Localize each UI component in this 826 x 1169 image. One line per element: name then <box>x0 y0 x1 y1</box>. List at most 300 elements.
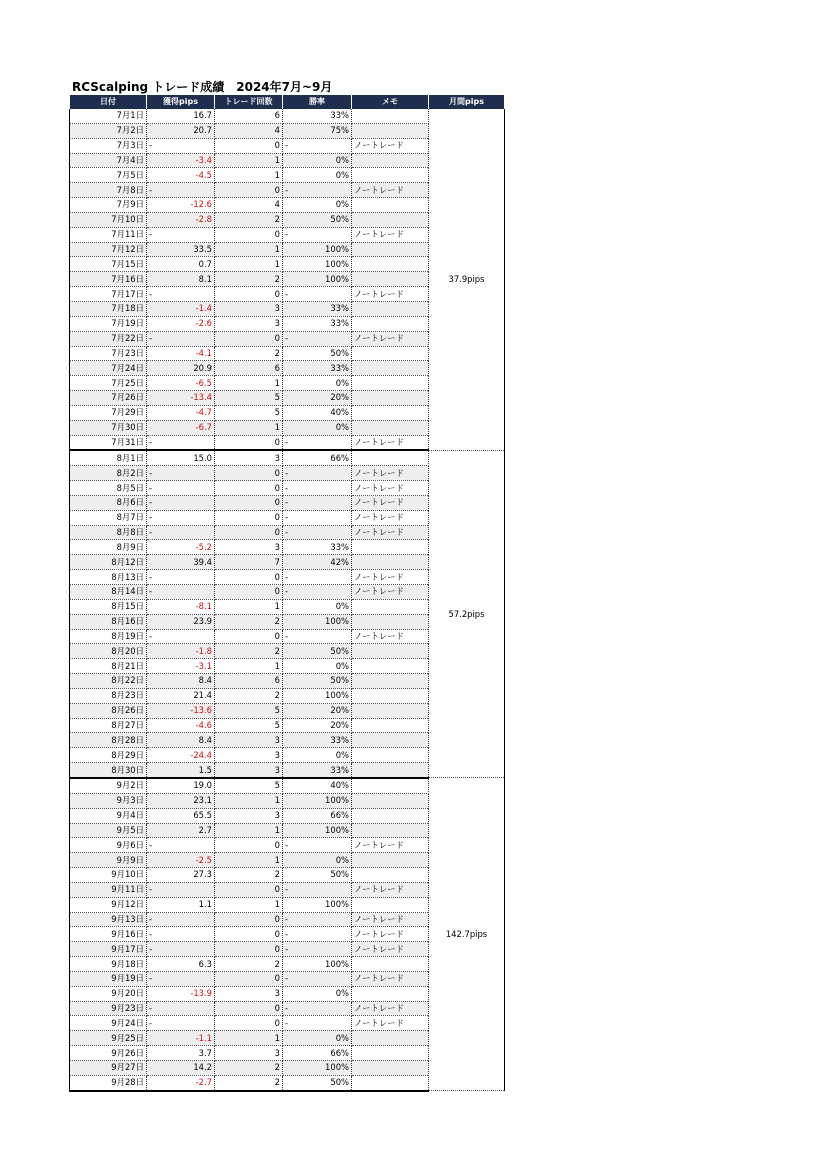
trade-count-cell: 2 <box>215 644 283 659</box>
memo-cell: ノートレード <box>352 942 429 957</box>
win-rate-cell: 66% <box>283 1046 352 1061</box>
trade-count-cell: 2 <box>215 614 283 629</box>
date-cell: 9月26日 <box>70 1046 147 1061</box>
date-cell: 7月8日 <box>70 183 147 198</box>
win-rate-cell: 100% <box>283 272 352 287</box>
pips-cell: - <box>147 570 215 585</box>
win-rate-cell: 50% <box>283 1075 352 1090</box>
win-rate-cell: 100% <box>283 793 352 808</box>
win-rate-cell: 33% <box>283 540 352 555</box>
trade-count-cell: 0 <box>215 927 283 942</box>
win-rate-cell: 100% <box>283 957 352 972</box>
win-rate-cell: - <box>283 466 352 481</box>
pips-cell: 16.7 <box>147 109 215 123</box>
win-rate-cell: 100% <box>283 614 352 629</box>
header-row <box>70 95 505 109</box>
trade-count-cell: 1 <box>215 257 283 272</box>
header-monthly-pips: 月間pips <box>429 95 505 109</box>
win-rate-cell: 0% <box>283 986 352 1001</box>
win-rate-cell: 100% <box>283 257 352 272</box>
win-rate-cell: 50% <box>283 868 352 883</box>
win-rate-cell: 20% <box>283 391 352 406</box>
table-row <box>70 109 505 123</box>
pips-cell: -13.6 <box>147 703 215 718</box>
date-cell: 7月12日 <box>70 242 147 257</box>
win-rate-cell: 0% <box>283 420 352 435</box>
memo-cell <box>352 823 429 838</box>
win-rate-cell: - <box>283 1016 352 1031</box>
page-title: RCScalping トレード成績 2024年7月~9月 <box>72 80 333 94</box>
win-rate-cell: - <box>283 912 352 927</box>
date-cell: 7月17日 <box>70 287 147 302</box>
date-cell: 8月12日 <box>70 555 147 570</box>
date-cell: 7月30日 <box>70 420 147 435</box>
date-cell: 8月22日 <box>70 674 147 689</box>
date-cell: 7月10日 <box>70 212 147 227</box>
win-rate-cell: - <box>283 927 352 942</box>
trade-count-cell: 0 <box>215 912 283 927</box>
date-cell: 9月13日 <box>70 912 147 927</box>
date-cell: 9月5日 <box>70 823 147 838</box>
win-rate-cell: 33% <box>283 316 352 331</box>
pips-cell: 33.5 <box>147 242 215 257</box>
win-rate-cell: - <box>283 495 352 510</box>
memo-cell <box>352 212 429 227</box>
pips-cell: 1.5 <box>147 763 215 778</box>
date-cell: 9月25日 <box>70 1031 147 1046</box>
trade-count-cell: 4 <box>215 123 283 138</box>
pips-cell: - <box>147 138 215 153</box>
date-cell: 8月30日 <box>70 763 147 778</box>
memo-cell <box>352 420 429 435</box>
win-rate-cell: 20% <box>283 718 352 733</box>
memo-cell <box>352 301 429 316</box>
memo-cell <box>352 109 429 123</box>
win-rate-cell: 0% <box>283 168 352 183</box>
win-rate-cell: - <box>283 183 352 198</box>
pips-cell: -3.1 <box>147 659 215 674</box>
pips-cell: 8.1 <box>147 272 215 287</box>
memo-cell <box>352 376 429 391</box>
trade-count-cell: 0 <box>215 585 283 600</box>
date-cell: 9月28日 <box>70 1075 147 1090</box>
pips-cell: 21.4 <box>147 688 215 703</box>
header-memo: メモ <box>352 95 429 109</box>
trade-count-cell: 0 <box>215 942 283 957</box>
trade-count-cell: 3 <box>215 301 283 316</box>
memo-cell: ノートレード <box>352 838 429 853</box>
memo-cell <box>352 733 429 748</box>
win-rate-cell: 50% <box>283 346 352 361</box>
memo-cell <box>352 748 429 763</box>
win-rate-cell: 33% <box>283 301 352 316</box>
trade-count-cell: 2 <box>215 212 283 227</box>
trade-count-cell: 1 <box>215 599 283 614</box>
date-cell: 7月29日 <box>70 405 147 420</box>
date-cell: 8月9日 <box>70 540 147 555</box>
trade-count-cell: 2 <box>215 1061 283 1076</box>
trade-count-cell: 0 <box>215 838 283 853</box>
pips-cell: -3.4 <box>147 153 215 168</box>
win-rate-cell: - <box>283 138 352 153</box>
trade-count-cell: 5 <box>215 703 283 718</box>
pips-cell: 2.7 <box>147 823 215 838</box>
pips-cell: - <box>147 331 215 346</box>
memo-cell <box>352 688 429 703</box>
trade-count-cell: 1 <box>215 376 283 391</box>
pips-cell: -5.2 <box>147 540 215 555</box>
trade-count-cell: 3 <box>215 1046 283 1061</box>
date-cell: 7月9日 <box>70 198 147 213</box>
memo-cell <box>352 198 429 213</box>
pips-cell: 14.2 <box>147 1061 215 1076</box>
memo-cell <box>352 1031 429 1046</box>
date-cell: 9月18日 <box>70 957 147 972</box>
memo-cell <box>352 123 429 138</box>
header-trade-count: トレード回数 <box>215 95 283 109</box>
pips-cell: - <box>147 466 215 481</box>
pips-cell: 8.4 <box>147 674 215 689</box>
memo-cell: ノートレード <box>352 435 429 450</box>
date-cell: 7月23日 <box>70 346 147 361</box>
memo-cell <box>352 778 429 793</box>
date-cell: 8月27日 <box>70 718 147 733</box>
win-rate-cell: 100% <box>283 242 352 257</box>
trade-count-cell: 0 <box>215 1001 283 1016</box>
memo-cell: ノートレード <box>352 971 429 986</box>
date-cell: 8月6日 <box>70 495 147 510</box>
trade-results-table <box>69 95 505 1092</box>
memo-cell: ノートレード <box>352 882 429 897</box>
win-rate-cell: 0% <box>283 153 352 168</box>
date-cell: 7月3日 <box>70 138 147 153</box>
pips-cell: 27.3 <box>147 868 215 883</box>
win-rate-cell: 75% <box>283 123 352 138</box>
date-cell: 9月12日 <box>70 897 147 912</box>
win-rate-cell: - <box>283 435 352 450</box>
memo-cell <box>352 808 429 823</box>
pips-cell: -1.8 <box>147 644 215 659</box>
pips-cell: - <box>147 912 215 927</box>
pips-cell: -6.7 <box>147 420 215 435</box>
date-cell: 8月14日 <box>70 585 147 600</box>
trade-count-cell: 0 <box>215 138 283 153</box>
trade-count-cell: 0 <box>215 570 283 585</box>
pips-cell: - <box>147 1016 215 1031</box>
pips-cell: 6.3 <box>147 957 215 972</box>
trade-count-cell: 2 <box>215 868 283 883</box>
win-rate-cell: 33% <box>283 733 352 748</box>
memo-cell <box>352 272 429 287</box>
date-cell: 7月26日 <box>70 391 147 406</box>
memo-cell: ノートレード <box>352 585 429 600</box>
date-cell: 9月16日 <box>70 927 147 942</box>
date-cell: 7月15日 <box>70 257 147 272</box>
pips-cell: 19.0 <box>147 778 215 793</box>
trade-count-cell: 1 <box>215 153 283 168</box>
pips-cell: 0.7 <box>147 257 215 272</box>
trade-count-cell: 3 <box>215 763 283 778</box>
pips-cell: -4.5 <box>147 168 215 183</box>
memo-cell <box>352 614 429 629</box>
trade-count-cell: 0 <box>215 971 283 986</box>
date-cell: 7月2日 <box>70 123 147 138</box>
memo-cell: ノートレード <box>352 927 429 942</box>
memo-cell: ノートレード <box>352 466 429 481</box>
date-cell: 8月16日 <box>70 614 147 629</box>
memo-cell <box>352 450 429 465</box>
date-cell: 9月17日 <box>70 942 147 957</box>
date-cell: 9月9日 <box>70 853 147 868</box>
trade-count-cell: 6 <box>215 361 283 376</box>
memo-cell <box>352 242 429 257</box>
date-cell: 8月8日 <box>70 525 147 540</box>
pips-cell: -6.5 <box>147 376 215 391</box>
date-cell: 8月1日 <box>70 450 147 465</box>
trade-count-cell: 1 <box>215 168 283 183</box>
win-rate-cell: 40% <box>283 778 352 793</box>
date-cell: 8月29日 <box>70 748 147 763</box>
trade-count-cell: 7 <box>215 555 283 570</box>
pips-cell: - <box>147 510 215 525</box>
date-cell: 7月25日 <box>70 376 147 391</box>
trade-count-cell: 0 <box>215 510 283 525</box>
trade-count-cell: 3 <box>215 540 283 555</box>
monthly-pips-cell: 142.7pips <box>429 778 505 1091</box>
memo-cell: ノートレード <box>352 287 429 302</box>
memo-cell: ノートレード <box>352 525 429 540</box>
date-cell: 8月13日 <box>70 570 147 585</box>
memo-cell <box>352 868 429 883</box>
memo-cell <box>352 718 429 733</box>
win-rate-cell: 66% <box>283 450 352 465</box>
memo-cell <box>352 346 429 361</box>
trade-count-cell: 0 <box>215 1016 283 1031</box>
pips-cell: - <box>147 495 215 510</box>
win-rate-cell: 40% <box>283 405 352 420</box>
date-cell: 7月4日 <box>70 153 147 168</box>
trade-count-cell: 3 <box>215 808 283 823</box>
table-body <box>70 109 505 1091</box>
date-cell: 7月22日 <box>70 331 147 346</box>
win-rate-cell: 0% <box>283 599 352 614</box>
date-cell: 9月4日 <box>70 808 147 823</box>
pips-cell: - <box>147 525 215 540</box>
pips-cell: 8.4 <box>147 733 215 748</box>
date-cell: 9月6日 <box>70 838 147 853</box>
memo-cell: ノートレード <box>352 912 429 927</box>
win-rate-cell: 20% <box>283 703 352 718</box>
memo-cell <box>352 168 429 183</box>
date-cell: 7月11日 <box>70 227 147 242</box>
header-pips: 獲得pips <box>147 95 215 109</box>
pips-cell: - <box>147 481 215 496</box>
date-cell: 8月5日 <box>70 481 147 496</box>
pips-cell: - <box>147 942 215 957</box>
trade-count-cell: 5 <box>215 718 283 733</box>
memo-cell <box>352 391 429 406</box>
trade-count-cell: 5 <box>215 391 283 406</box>
win-rate-cell: - <box>283 942 352 957</box>
win-rate-cell: 0% <box>283 1031 352 1046</box>
trade-count-cell: 0 <box>215 466 283 481</box>
win-rate-cell: 100% <box>283 688 352 703</box>
pips-cell: -2.7 <box>147 1075 215 1090</box>
trade-count-cell: 6 <box>215 674 283 689</box>
trade-count-cell: 1 <box>215 853 283 868</box>
memo-cell <box>352 599 429 614</box>
trade-count-cell: 2 <box>215 272 283 287</box>
win-rate-cell: - <box>283 882 352 897</box>
trade-count-cell: 3 <box>215 316 283 331</box>
trade-count-cell: 0 <box>215 227 283 242</box>
memo-cell: ノートレード <box>352 510 429 525</box>
win-rate-cell: 66% <box>283 808 352 823</box>
memo-cell <box>352 316 429 331</box>
win-rate-cell: 50% <box>283 212 352 227</box>
memo-cell: ノートレード <box>352 331 429 346</box>
trade-count-cell: 1 <box>215 242 283 257</box>
pips-cell: 23.9 <box>147 614 215 629</box>
date-cell: 9月24日 <box>70 1016 147 1031</box>
date-cell: 9月10日 <box>70 868 147 883</box>
pips-cell: 20.9 <box>147 361 215 376</box>
date-cell: 9月23日 <box>70 1001 147 1016</box>
trade-count-cell: 0 <box>215 629 283 644</box>
date-cell: 7月31日 <box>70 435 147 450</box>
memo-cell: ノートレード <box>352 1016 429 1031</box>
pips-cell: -12.6 <box>147 198 215 213</box>
monthly-pips-cell: 57.2pips <box>429 450 505 778</box>
memo-cell: ノートレード <box>352 495 429 510</box>
pips-cell: -1.4 <box>147 301 215 316</box>
trade-count-cell: 2 <box>215 688 283 703</box>
memo-cell <box>352 763 429 778</box>
win-rate-cell: - <box>283 570 352 585</box>
date-cell: 7月5日 <box>70 168 147 183</box>
win-rate-cell: 50% <box>283 674 352 689</box>
pips-cell: -8.1 <box>147 599 215 614</box>
win-rate-cell: - <box>283 1001 352 1016</box>
pips-cell: - <box>147 971 215 986</box>
pips-cell: 23.1 <box>147 793 215 808</box>
trade-count-cell: 0 <box>215 183 283 198</box>
memo-cell: ノートレード <box>352 183 429 198</box>
win-rate-cell: 50% <box>283 644 352 659</box>
pips-cell: - <box>147 287 215 302</box>
memo-cell <box>352 1075 429 1090</box>
trade-count-cell: 2 <box>215 346 283 361</box>
pips-cell: 39.4 <box>147 555 215 570</box>
pips-cell: - <box>147 927 215 942</box>
date-cell: 7月1日 <box>70 109 147 123</box>
memo-cell <box>352 659 429 674</box>
memo-cell: ノートレード <box>352 481 429 496</box>
trade-count-cell: 0 <box>215 435 283 450</box>
date-cell: 9月27日 <box>70 1061 147 1076</box>
table-row <box>70 778 505 793</box>
pips-cell: -2.5 <box>147 853 215 868</box>
win-rate-cell: 0% <box>283 748 352 763</box>
trade-count-cell: 2 <box>215 1075 283 1090</box>
trade-count-cell: 1 <box>215 659 283 674</box>
pips-cell: -4.6 <box>147 718 215 733</box>
win-rate-cell: 100% <box>283 823 352 838</box>
win-rate-cell: 42% <box>283 555 352 570</box>
win-rate-cell: - <box>283 525 352 540</box>
pips-cell: -24.4 <box>147 748 215 763</box>
date-cell: 7月19日 <box>70 316 147 331</box>
memo-cell <box>352 361 429 376</box>
monthly-pips-cell: 37.9pips <box>429 109 505 450</box>
date-cell: 9月19日 <box>70 971 147 986</box>
pips-cell: 15.0 <box>147 450 215 465</box>
header-win-rate: 勝率 <box>283 95 352 109</box>
win-rate-cell: - <box>283 287 352 302</box>
pips-cell: - <box>147 1001 215 1016</box>
pips-cell: - <box>147 435 215 450</box>
date-cell: 8月23日 <box>70 688 147 703</box>
memo-cell <box>352 853 429 868</box>
memo-cell: ノートレード <box>352 570 429 585</box>
trade-count-cell: 0 <box>215 495 283 510</box>
memo-cell: ノートレード <box>352 1001 429 1016</box>
memo-cell <box>352 405 429 420</box>
pips-cell: -4.7 <box>147 405 215 420</box>
trade-count-cell: 3 <box>215 986 283 1001</box>
memo-cell <box>352 703 429 718</box>
pips-cell: -13.9 <box>147 986 215 1001</box>
memo-cell <box>352 644 429 659</box>
memo-cell <box>352 957 429 972</box>
trade-count-cell: 3 <box>215 733 283 748</box>
memo-cell: ノートレード <box>352 629 429 644</box>
trade-count-cell: 1 <box>215 823 283 838</box>
date-cell: 9月11日 <box>70 882 147 897</box>
win-rate-cell: 33% <box>283 763 352 778</box>
pips-cell: - <box>147 227 215 242</box>
pips-cell: - <box>147 585 215 600</box>
memo-cell: ノートレード <box>352 138 429 153</box>
win-rate-cell: 100% <box>283 1061 352 1076</box>
date-cell: 8月7日 <box>70 510 147 525</box>
pips-cell: -2.8 <box>147 212 215 227</box>
pips-cell: - <box>147 838 215 853</box>
pips-cell: -2.6 <box>147 316 215 331</box>
date-cell: 8月26日 <box>70 703 147 718</box>
date-cell: 7月16日 <box>70 272 147 287</box>
date-cell: 9月2日 <box>70 778 147 793</box>
pips-cell: - <box>147 183 215 198</box>
pips-cell: 20.7 <box>147 123 215 138</box>
memo-cell <box>352 897 429 912</box>
date-cell: 8月20日 <box>70 644 147 659</box>
memo-cell <box>352 555 429 570</box>
trade-count-cell: 4 <box>215 198 283 213</box>
trade-count-cell: 3 <box>215 748 283 763</box>
pips-cell: -4.1 <box>147 346 215 361</box>
memo-cell: ノートレード <box>352 227 429 242</box>
win-rate-cell: - <box>283 585 352 600</box>
win-rate-cell: - <box>283 838 352 853</box>
trade-count-cell: 2 <box>215 957 283 972</box>
pips-cell: -1.1 <box>147 1031 215 1046</box>
date-cell: 9月3日 <box>70 793 147 808</box>
trade-count-cell: 5 <box>215 778 283 793</box>
trade-count-cell: 0 <box>215 481 283 496</box>
trade-count-cell: 6 <box>215 109 283 123</box>
trade-count-cell: 0 <box>215 525 283 540</box>
